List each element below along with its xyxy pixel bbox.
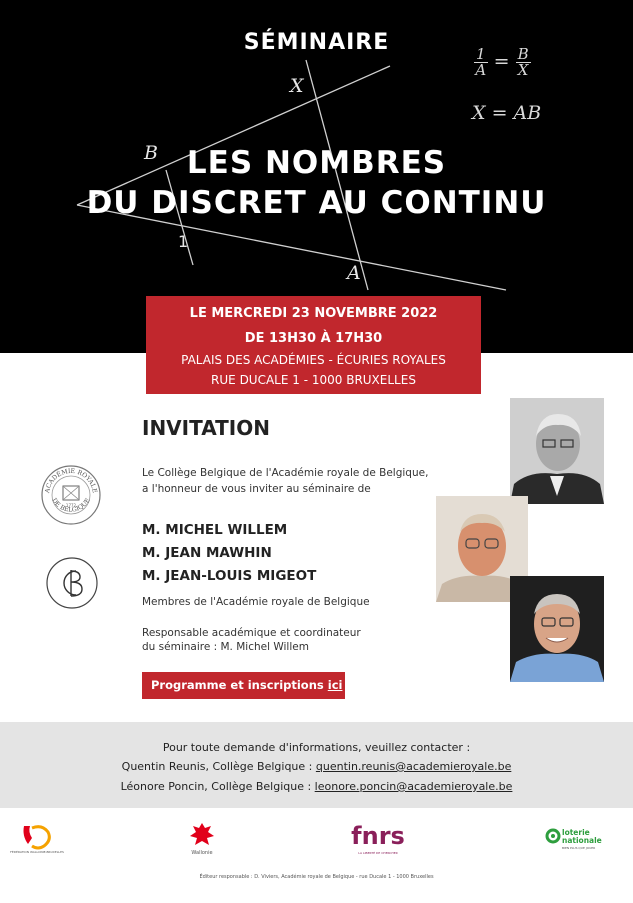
date-location-band [146,296,481,394]
academie-seal-logo [40,464,102,530]
speaker-1: M. MICHEL WILLEM [142,522,288,538]
label-x: X [290,75,304,97]
event-date: LE MERCREDI 23 NOVEMBRE 2022 [189,306,438,321]
formula-product: X = AB [472,102,542,124]
loterie-nationale-logo [545,826,615,858]
programme-registration-button[interactable]: Programme et inscriptions ici [142,672,345,699]
fwb-caption: FÉDÉRATION WALLONIE-BRUXELLES [10,850,64,854]
contact-person-1: Quentin Reunis, Collège Belgique : quentin.reunis@academieroyale.be [121,760,512,773]
svg-text:ACADÉMIE ROYALE [44,468,98,495]
fwb-logo [10,822,64,860]
title-line-2: DU DISCRET AU CONTINU [86,185,547,221]
speaker-3: M. JEAN-LOUIS MIGEOT [142,568,317,584]
event-venue: PALAIS DES ACADÉMIES - ÉCURIES ROYALES [181,353,446,367]
seal-year: 1772 [65,503,77,508]
seminar-eyebrow: SÉMINAIRE [243,30,390,55]
contact-person-2: Léonore Poncin, Collège Belgique : leonore.poncin@academieroyale.be [120,780,513,793]
contact-band [0,722,633,808]
loterie-line-2: nationale [562,836,602,845]
speaker-photo-3 [510,576,604,682]
invitation-heading: INVITATION [142,416,270,440]
seal-text-bottom: DE BELGIQUE [50,497,92,514]
email-link-2[interactable]: leonore.poncin@academieroyale.be [314,780,513,793]
title-line-1: LES NOMBRES [186,145,447,181]
speaker-2: M. JEAN MAWHIN [142,545,272,561]
contact-intro: Pour toute demande d'informations, veuillez contacter : [162,741,471,754]
fnrs-caption: LA LIBERTÉ DE CHERCHER [358,851,398,855]
college-monogram-logo [45,556,99,614]
members-note: Membres de l'Académie royale de Belgique [142,596,370,608]
fnrs-wordmark: fnrs [351,822,405,850]
loterie-caption: BIEN PLUS QUE JOUER [562,846,596,850]
formula-ratio: $\frac{1}{A}$ = $\frac{B}{X}$ [475,45,529,79]
event-time: DE 13H30 À 17H30 [244,331,383,346]
fnrs-logo [352,822,404,862]
responsible-note: Responsable académique et coordinateur du séminaire : M. Michel Willem [142,627,361,653]
speaker-photo-1 [510,398,604,504]
wallonie-logo [187,820,217,862]
event-address: RUE DUCALE 1 - 1000 BRUXELLES [211,373,416,387]
seal-text-top: ACADÉMIE ROYALE [44,467,98,494]
email-link-1[interactable]: quentin.reunis@academieroyale.be [315,760,512,773]
invitation-intro: Le Collège Belgique de l'Académie royale de Belgique, a l'honneur de vous inviter au séminaire de [142,467,429,495]
label-a: A [347,262,361,284]
wallonie-caption: Wallonie [191,850,213,856]
publisher-note: Éditeur responsable : D. Viviers, Académie royale de Belgique - rue Ducale 1 - 1000 Bruxelles [199,874,434,880]
label-one: 1 [178,232,189,251]
registration-link[interactable]: ici [327,678,343,692]
label-b: B [144,142,158,164]
loterie-line-1: loterie [562,828,590,837]
